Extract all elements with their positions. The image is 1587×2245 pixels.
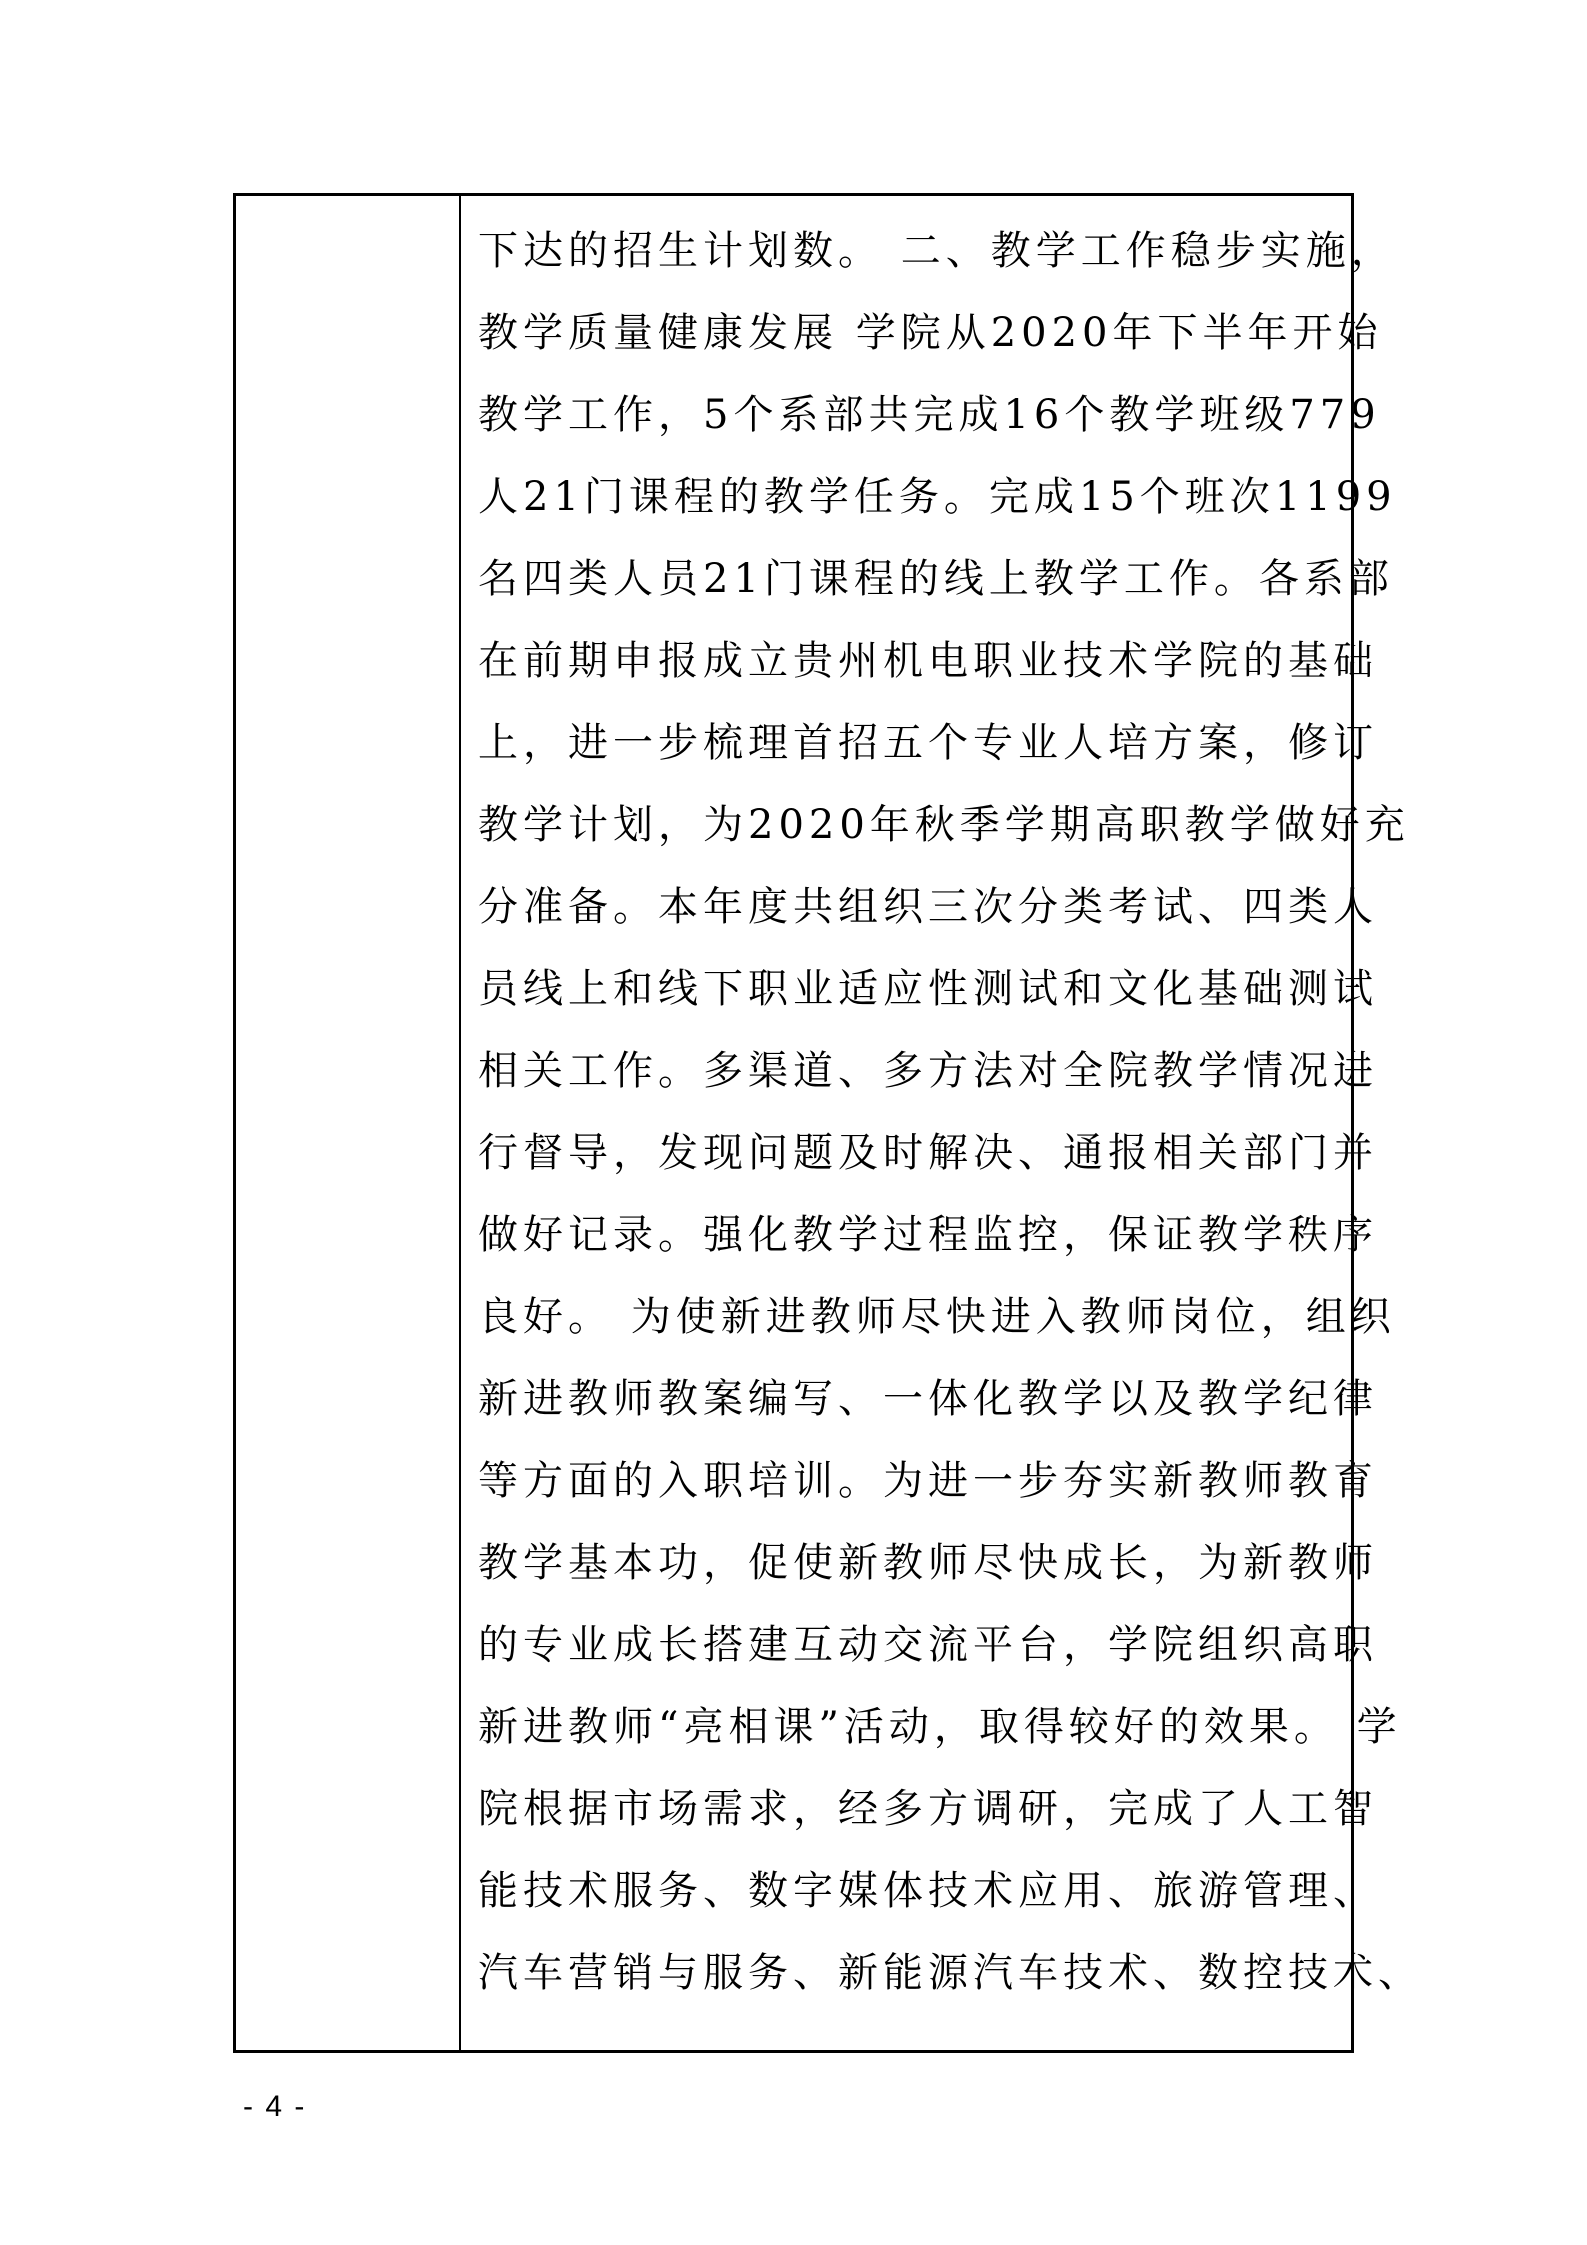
body-text-line: 新进教师“亮相课”活动，取得较好的效果。 学: [478, 1704, 1402, 1750]
body-text-line: 相关工作。多渠道、多方法对全院教学情况进: [478, 1048, 1378, 1094]
table-left-cell: [236, 196, 461, 2050]
body-text-line: 等方面的入职培训。为进一步夯实新教师教育: [478, 1458, 1378, 1504]
body-text-line: 做好记录。强化教学过程监控，保证教学秩序: [478, 1212, 1378, 1258]
body-text-line: 员线上和线下职业适应性测试和文化基础测试: [478, 966, 1378, 1012]
body-text-line: 新进教师教案编写、一体化教学以及教学纪律: [478, 1376, 1378, 1422]
body-text-line: 良好。 为使新进教师尽快进入教师岗位，组织: [478, 1294, 1396, 1340]
body-text-line: 人21门课程的教学任务。完成15个班次1199: [478, 474, 1397, 520]
table-right-cell: [461, 196, 1423, 2050]
page-number: - 4 -: [243, 2090, 307, 2123]
body-text-line: 院根据市场需求，经多方调研，完成了人工智: [478, 1786, 1378, 1832]
body-text-line: 下达的招生计划数。 二、教学工作稳步实施，: [478, 228, 1396, 274]
body-text-line: 分准备。本年度共组织三次分类考试、四类人: [478, 884, 1378, 930]
body-text-line: 名四类人员21门课程的线上教学工作。各系部: [478, 556, 1394, 602]
content-table: [233, 193, 1423, 2053]
body-text-line: 的专业成长搭建互动交流平台，学院组织高职: [478, 1622, 1378, 1668]
body-text-line: 教学质量健康发展 学院从2020年下半年开始: [478, 310, 1383, 356]
body-text-line: 汽车营销与服务、新能源汽车技术、数控技术、: [478, 1950, 1423, 1996]
body-text-line: 教学基本功，促使新教师尽快成长，为新教师: [478, 1540, 1378, 1586]
body-text-line: 能技术服务、数字媒体技术应用、旅游管理、: [478, 1868, 1378, 1914]
body-text-line: 在前期申报成立贵州机电职业技术学院的基础: [478, 638, 1378, 684]
body-text-line: 教学计划，为2020年秋季学期高职教学做好充: [478, 802, 1410, 848]
body-text-line: 上，进一步梳理首招五个专业人培方案，修订: [478, 720, 1378, 766]
body-text-line: 教学工作，5个系部共完成16个教学班级779: [478, 392, 1381, 438]
body-text-line: 行督导，发现问题及时解决、通报相关部门并: [478, 1130, 1378, 1176]
